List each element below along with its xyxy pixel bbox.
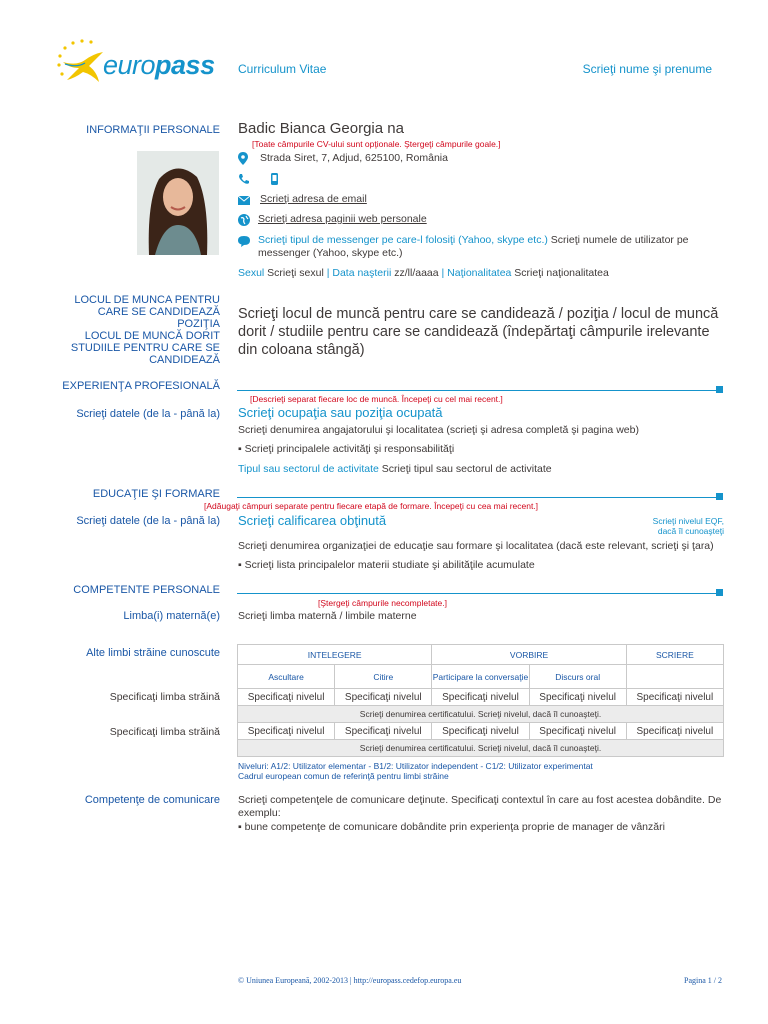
target-label-line: CANDIDEAZĂ	[149, 354, 220, 366]
name-placeholder[interactable]: Scrieţi nume şi prenume	[582, 62, 712, 76]
mother-tongue-value: Scrieţi limba maternă / limbile materne	[238, 610, 417, 622]
col-interaction: Participare la conversaţie	[432, 665, 529, 689]
separator: |	[326, 267, 330, 279]
level-cell: Specificaţi nivelul	[238, 723, 335, 740]
col-group-speaking: VORBIRE	[432, 645, 626, 665]
nationality-label: Naţionalitatea	[447, 267, 512, 279]
eqf-line: dacă îl cunoaşteţi	[657, 526, 724, 536]
messenger-user: Scrieţi numele de utilizator pe messenger (Yahoo, skype etc.)	[258, 234, 689, 259]
target-job-value: Scrieţi locul de muncă pentru care se candidează / poziţia / locul de muncă dorit / studiile pentru care se candidează (îndepărtaţi câmpurile irelevante din coloana stângă)	[238, 306, 719, 358]
levels-note: Niveluri: A1/2: Utilizator elementar - B1/2: Utilizator independent - C1/2: Utilizator experimentat	[238, 761, 593, 771]
level-cell: Specificaţi nivelul	[529, 689, 626, 706]
sector-row	[238, 463, 552, 475]
education-divider	[237, 497, 717, 498]
logo-suffix: pass	[155, 50, 215, 80]
experience-marker	[716, 386, 723, 393]
personal-info-label: INFORMAŢII PERSONALE	[86, 124, 220, 136]
experience-note: [Descrieţi separat fiecare loc de muncă. Începeţi cu cel mai recent.]	[250, 394, 503, 404]
level-cell: Specificaţi nivelul	[529, 723, 626, 740]
target-label-line: LOCUL DE MUNCA PENTRU	[74, 294, 220, 306]
messenger-type: Scrieţi tipul de messenger pe care-l folosiţi (Yahoo, skype etc.)	[258, 234, 548, 246]
separator: |	[441, 267, 445, 279]
activities: ▪ Scrieţi principalele activităţi şi responsabilităţi	[238, 443, 455, 455]
experience-position: Scrieţi ocupaţia sau poziţia ocupată	[238, 405, 443, 420]
other-languages-label: Alte limbi străine cunoscute	[86, 647, 220, 659]
organisation: Scrieţi denumirea organizaţiei de educaţie sau formare şi localitatea (dacă este relevant, scrieţi şi ţara)	[238, 540, 714, 552]
target-label-line: POZIŢIA	[177, 318, 220, 330]
qualification: Scrieţi calificarea obţinută	[238, 513, 387, 528]
personal-details-row	[238, 267, 609, 279]
skills-divider	[237, 593, 717, 594]
target-label-line: LOCUL DE MUNCĂ DORIT	[84, 330, 220, 342]
communication-value: Scrieţi competenţele de comunicare deţinute. Specificaţi contextul în care au fost acestea dobândite. De exemplu:	[238, 794, 722, 819]
skills-label: COMPETENTE PERSONALE	[73, 584, 220, 596]
experience-label: EXPERIENŢA PROFESIONALĂ	[62, 380, 220, 392]
education-label: EDUCAŢIE ŞI FORMARE	[92, 488, 220, 500]
sector-value: Scrieţi tipul sau sectorul de activitate	[378, 463, 552, 475]
col-listening: Ascultare	[238, 665, 335, 689]
address: Strada Siret, 7, Adjud, 625100, România	[260, 152, 448, 164]
target-label-line: STUDIILE PENTRU CARE SE	[70, 342, 220, 354]
skills-note: [Ştergeţi câmpurile necompletate.]	[318, 598, 447, 608]
location-icon	[238, 152, 248, 165]
eqf-level	[653, 516, 724, 536]
language-row-label: Specificaţi limba străină	[109, 691, 220, 703]
profile-photo	[137, 151, 219, 255]
birth-label: Data naşterii	[332, 267, 392, 279]
subjects: ▪ Scrieţi lista principalelor materii studiate şi abilităţile acumulate	[238, 559, 535, 571]
sector-label: Tipul sau sectorul de activitate	[238, 463, 379, 475]
employer: Scrieţi denumirea angajatorului şi localitatea (scrieţi şi adresa completă şi pagina web)	[238, 424, 639, 436]
eqf-line: Scrieţi nivelul EQF,	[652, 516, 724, 526]
education-dates: Scrieţi datele (de la - până la)	[76, 515, 220, 527]
europass-logo	[55, 38, 225, 90]
footer-copyright: © Uniunea Europeană, 2002-2013 | http://europass.cedefop.europa.eu	[238, 976, 462, 985]
col-writing	[626, 665, 723, 689]
communication-bullet: ▪ bune competenţe de comunicare dobândite prin experienţa proprie de manager de vânzări	[238, 821, 665, 833]
mobile-icon	[270, 173, 279, 185]
level-cell: Specificaţi nivelul	[432, 723, 529, 740]
col-production: Discurs oral	[529, 665, 626, 689]
certificate-cell: Scrieţi denumirea certificatului. Scrieţi nivelul, dacă îl cunoaşteţi.	[238, 706, 724, 723]
messenger-icon	[238, 235, 250, 247]
phone-icon	[238, 173, 250, 185]
language-row-label: Specificaţi limba străină	[109, 726, 220, 738]
birth-value: zz/ll/aaaa	[391, 267, 442, 279]
photo-portrait-icon	[137, 151, 219, 255]
level-cell: Specificaţi nivelul	[626, 689, 723, 706]
certificate-cell: Scrieţi denumirea certificatului. Scrieţi nivelul, dacă îl cunoaşteţi.	[238, 740, 724, 757]
education-note: [Adăugaţi câmpuri separate pentru fiecare etapă de formare. Începeţi cu cea mai recent.]	[204, 501, 539, 511]
mother-tongue-label: Limba(i) maternă(e)	[123, 610, 220, 622]
skills-marker	[716, 589, 723, 596]
level-cell: Specificaţi nivelul	[335, 689, 432, 706]
level-cell: Specificaţi nivelul	[238, 689, 335, 706]
col-reading: Citire	[335, 665, 432, 689]
cefr-link[interactable]: Cadrul european comun de referinţă pentru limbi străine	[238, 771, 449, 781]
messenger-info	[258, 234, 718, 260]
doc-title: Curriculum Vitae	[238, 62, 327, 76]
footer-page: Pagina 1 / 2	[684, 976, 722, 985]
communication-label: Competenţe de comunicare	[84, 794, 220, 806]
level-cell: Specificaţi nivelul	[432, 689, 529, 706]
experience-divider	[237, 390, 717, 391]
web-link[interactable]: Scrieţi adresa paginii web personale	[258, 213, 427, 225]
web-icon	[238, 214, 250, 226]
sex-label: Sexul	[238, 267, 265, 279]
col-group-writing: SCRIERE	[626, 645, 723, 665]
sex-value: Scrieţi sexul	[264, 267, 327, 279]
full-name: Badic Bianca Georgia na	[238, 120, 404, 137]
level-cell: Specificaţi nivelul	[626, 723, 723, 740]
email-icon	[238, 196, 250, 205]
col-group-understanding: INTELEGERE	[238, 645, 432, 665]
language-table	[237, 644, 724, 757]
logo-prefix: euro	[103, 50, 156, 80]
optional-fields-note: [Toate câmpurile CV-ului sunt opţionale. Ştergeţi câmpurile goale.]	[252, 139, 501, 149]
education-marker	[716, 493, 723, 500]
target-label-line: CARE SE CANDIDEAZĂ	[97, 306, 220, 318]
experience-dates: Scrieţi datele (de la - până la)	[76, 408, 220, 420]
email-link[interactable]: Scrieţi adresa de email	[260, 193, 367, 205]
nationality-value: Scrieţi naţionalitatea	[511, 267, 609, 279]
level-cell: Specificaţi nivelul	[335, 723, 432, 740]
target-job-label	[71, 294, 220, 366]
